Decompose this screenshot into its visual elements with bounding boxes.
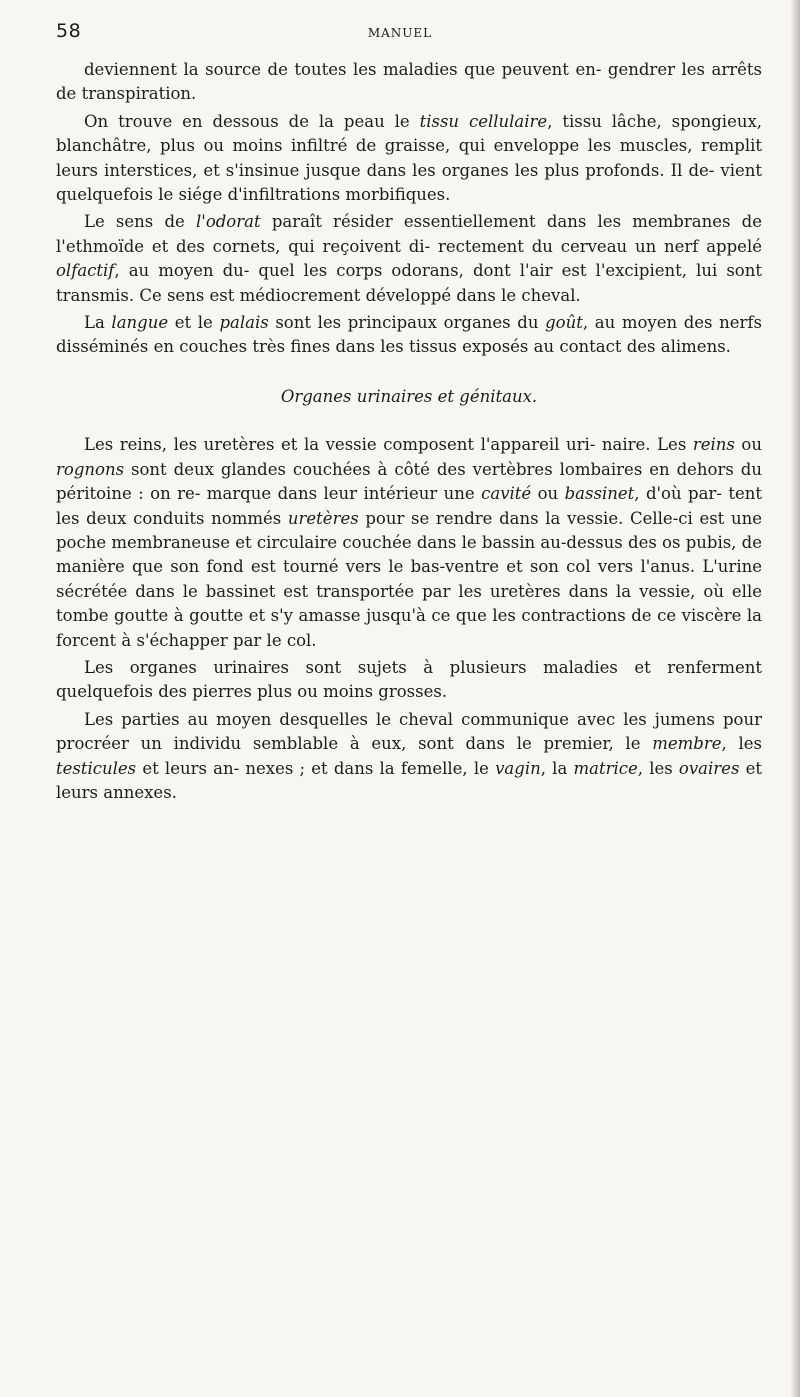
text-run: ou bbox=[734, 435, 762, 455]
italic-term: cavité bbox=[481, 484, 532, 504]
italic-term: goût bbox=[545, 313, 583, 333]
text-run: , au moyen du- quel les corps odorans, dont l'air est l'excipient, lui sont transmis. Ce sens est médiocrement développé dans le cheval. bbox=[56, 261, 762, 305]
page-number: 58 bbox=[56, 20, 82, 42]
text-run: et leurs an- nexes ; et dans la femelle, le bbox=[136, 758, 496, 778]
text-run: sont les principaux organes du bbox=[268, 313, 546, 333]
text-run: ou bbox=[531, 484, 565, 504]
italic-term: bassinet bbox=[564, 484, 635, 504]
italic-term: vagin bbox=[495, 758, 541, 778]
running-title: MANUEL bbox=[367, 26, 433, 40]
text-run: paraît résider essentiellement dans les membranes de l'ethmoïde et des cornets, qui reçoivent di- rectement du cerveau un nerf appelé bbox=[56, 212, 762, 256]
paragraph bbox=[56, 708, 762, 806]
italic-term: olfactif bbox=[56, 261, 115, 281]
text-run: , les bbox=[721, 734, 762, 754]
italic-term: testicules bbox=[56, 758, 137, 778]
text-run: , au moyen des nerfs disséminés en couches très fines dans les tissus exposés au contact des alimens. bbox=[56, 313, 763, 357]
italic-term: langue bbox=[111, 313, 169, 333]
text-run: et leurs annexes. bbox=[56, 758, 763, 802]
paragraph bbox=[56, 110, 762, 208]
text-run: Les reins, les uretères et la vessie composent l'appareil uri- naire. Les bbox=[84, 435, 693, 455]
paragraphs-after-heading bbox=[56, 433, 762, 805]
paragraph bbox=[56, 656, 762, 705]
paragraph bbox=[56, 433, 762, 653]
text-run: , d'où par- tent les deux conduits nommés bbox=[56, 484, 762, 528]
text-run: pour se rendre dans la vessie. Celle-ci est une poche membraneuse et circulaire couchée dans le bassin au-dessus des os pubis, de manière que son fond est tourné vers le bas-ventre et son col vers l'anus. L'urine sécrétée dans le bassinet est transportée par les uretères dans la vessie, où elle tombe goutte à goutte et s'y amasse jusqu'à ce que les contractions de ce viscère la forcent à s'échapper par le col. bbox=[56, 508, 763, 650]
italic-term: rognons bbox=[56, 459, 125, 479]
text-run: deviennent la source de toutes les maladies que peuvent en- gendrer les arrêts de transpiration. bbox=[56, 60, 762, 104]
italic-term: uretères bbox=[287, 508, 359, 528]
text-run: Les parties au moyen desquelles le cheval communique avec les jumens pour procréer un individu semblable à eux, sont dans le premier, le bbox=[56, 709, 762, 754]
text-run: Le sens de bbox=[84, 212, 196, 232]
text-run: sont deux glandes couchées à côté des vertèbres lombaires en dehors du péritoine : on re- marque dans leur intérieur une bbox=[56, 459, 762, 504]
text-run: On trouve en dessous de la peau le bbox=[84, 111, 420, 131]
italic-term: ovaires bbox=[678, 758, 740, 778]
section-heading: Organes urinaires et génitaux. bbox=[280, 386, 538, 406]
italic-term: membre bbox=[652, 734, 722, 754]
paragraphs-before-heading bbox=[56, 58, 762, 360]
paragraph bbox=[56, 58, 762, 107]
text-run: , la bbox=[540, 758, 574, 778]
text-run: La bbox=[84, 313, 112, 333]
paragraph bbox=[56, 311, 762, 360]
italic-term: tissu cellulaire bbox=[419, 111, 548, 131]
paragraph bbox=[56, 210, 762, 308]
page-edge-shadow bbox=[790, 0, 800, 1397]
text-run: et le bbox=[168, 313, 220, 333]
italic-term: reins bbox=[692, 435, 735, 455]
italic-term: palais bbox=[219, 313, 269, 333]
italic-term: l'odorat bbox=[196, 212, 261, 232]
text-run: Les organes urinaires sont sujets à plusieurs maladies et renferment quelquefois des pierres plus ou moins grosses. bbox=[56, 657, 762, 702]
body-text bbox=[56, 58, 762, 808]
italic-term: matrice bbox=[573, 758, 638, 778]
text-run: , les bbox=[637, 758, 679, 778]
text-run: , tissu lâche, spongieux, blanchâtre, plus ou moins infiltré de graisse, qui enveloppe les muscles, remplit leurs interstices, et s'insinue jusque dans les organes les plus profonds. Il de- vient quelquefois le siége d'infiltrations morbifiques. bbox=[56, 111, 763, 205]
